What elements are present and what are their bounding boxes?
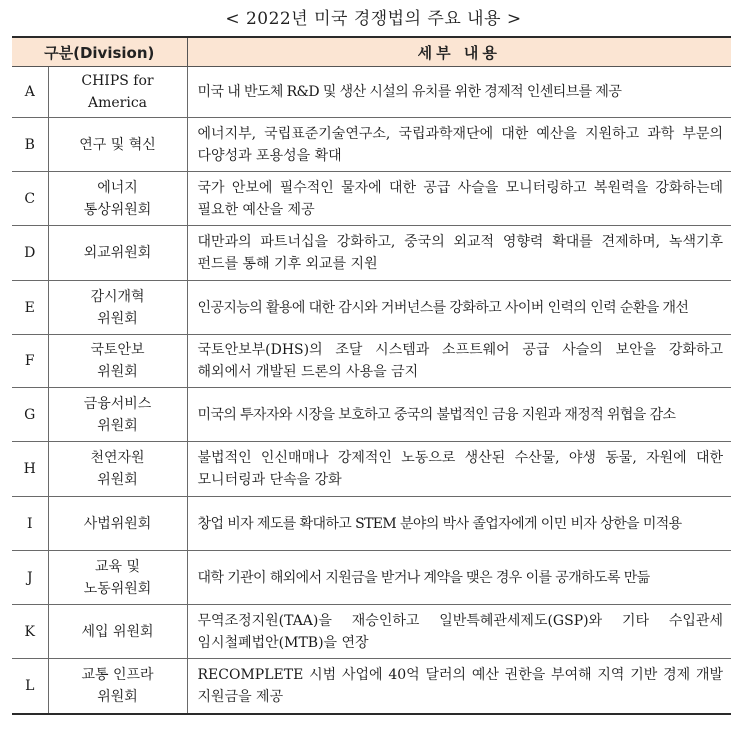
table-row: [12, 226, 731, 281]
table-row: [12, 67, 731, 118]
table-row: [12, 497, 731, 551]
row-letter: G: [12, 388, 48, 442]
row-division-name: 사법위원회: [48, 497, 187, 551]
row-letter: I: [12, 497, 48, 551]
table-row: [12, 659, 731, 714]
row-division-name: 외교위원회: [48, 226, 187, 281]
row-division-name: 국토안보 위원회: [48, 335, 187, 388]
row-letter: L: [12, 659, 48, 714]
row-letter: B: [12, 118, 48, 172]
competition-law-table: [12, 36, 731, 715]
row-letter: E: [12, 281, 48, 335]
row-description: 불법적인 인신매매나 강제적인 노동으로 생산된 수산물, 야생 동물, 자원에 대한 모니터링과 단속을 강화: [187, 442, 731, 497]
row-description: 미국 내 반도체 R&D 및 생산 시설의 유치를 위한 경제적 인센티브를 제공: [187, 67, 731, 118]
row-letter: F: [12, 335, 48, 388]
row-description: 대만과의 파트너십을 강화하고, 중국의 외교적 영향력 확대를 견제하며, 녹색기후 펀드를 통해 기후 외교를 지원: [187, 226, 731, 281]
table-row: [12, 551, 731, 605]
table-title: < 2022년 미국 경쟁법의 주요 내용 >: [225, 9, 522, 29]
row-division-name: 교육 및 노동위원회: [48, 551, 187, 605]
row-division-name: 천연자원 위원회: [48, 442, 187, 497]
row-description: 무역조정지원(TAA)을 재승인하고 일반특혜관세제도(GSP)와 기타 수입관세 임시철폐법안(MTB)을 연장: [187, 605, 731, 659]
table-row: [12, 605, 731, 659]
row-division-name: 에너지 통상위원회: [48, 172, 187, 226]
row-division-name: 연구 및 혁신: [48, 118, 187, 172]
row-description: 대학 기관이 해외에서 지원금을 받거나 계약을 맺은 경우 이를 공개하도록 만듦: [187, 551, 731, 605]
row-division-name: 감시개혁 위원회: [48, 281, 187, 335]
row-division-name: 교통 인프라 위원회: [48, 659, 187, 714]
row-description: RECOMPLETE 시범 사업에 40억 달러의 예산 권한을 부여해 지역 기반 경제 개발 지원금을 제공: [187, 659, 731, 714]
row-division-name: 금융서비스 위원회: [48, 388, 187, 442]
table-header-row: [12, 37, 731, 67]
table-row: [12, 172, 731, 226]
row-letter: J: [12, 551, 48, 605]
header-details: 세부 내용: [187, 37, 731, 67]
table-row: [12, 388, 731, 442]
row-description: 국가 안보에 필수적인 물자에 대한 공급 사슬을 모니터링하고 복원력을 강화하는데 필요한 예산을 제공: [187, 172, 731, 226]
table-row: [12, 281, 731, 335]
row-division-name: 세입 위원회: [48, 605, 187, 659]
row-description: 인공지능의 활용에 대한 감시와 거버넌스를 강화하고 사이버 인력의 인력 순환을 개선: [187, 281, 731, 335]
row-description: 국토안보부(DHS)의 조달 시스템과 소프트웨어 공급 사슬의 보안을 강화하고 해외에서 개발된 드론의 사용을 금지: [187, 335, 731, 388]
row-letter: D: [12, 226, 48, 281]
row-letter: H: [12, 442, 48, 497]
row-description: 에너지부, 국립표준기술연구소, 국립과학재단에 대한 예산을 지원하고 과학 부문의 다양성과 포용성을 확대: [187, 118, 731, 172]
row-division-name: CHIPS for America: [48, 67, 187, 118]
header-division: 구분(Division): [12, 37, 187, 67]
row-letter: A: [12, 67, 48, 118]
table-row: [12, 118, 731, 172]
row-letter: C: [12, 172, 48, 226]
row-letter: K: [12, 605, 48, 659]
table-row: [12, 335, 731, 388]
row-description: 창업 비자 제도를 확대하고 STEM 분야의 박사 졸업자에게 이민 비자 상한을 미적용: [187, 497, 731, 551]
table-row: [12, 442, 731, 497]
row-description: 미국의 투자자와 시장을 보호하고 중국의 불법적인 금융 지원과 재정적 위협을 감소: [187, 388, 731, 442]
